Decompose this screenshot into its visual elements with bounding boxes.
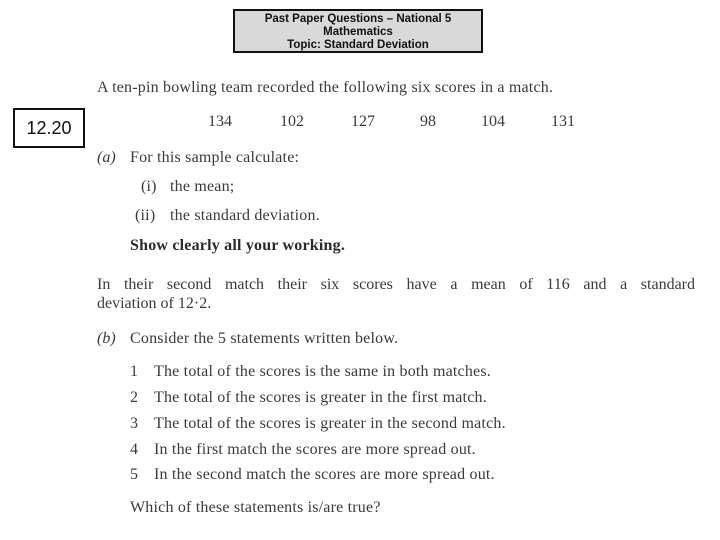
statement-3-number: 3 xyxy=(130,415,139,432)
score-3: 127 xyxy=(351,113,375,130)
part-a-ii-label: (ii) xyxy=(135,207,156,224)
statement-5-text: In the second match the scores are more spread out. xyxy=(154,466,495,483)
question-number: 12.20 xyxy=(13,108,85,148)
working-instruction: Show clearly all your working. xyxy=(130,237,346,254)
part-b-label: (b) xyxy=(97,330,116,347)
part-a-label: (a) xyxy=(97,149,116,166)
statement-1-text: The total of the scores is the same in both matches. xyxy=(154,363,491,380)
header-title: Past Paper Questions – National 5 xyxy=(264,13,452,25)
score-2: 102 xyxy=(280,113,304,130)
score-1: 134 xyxy=(208,113,232,130)
part-a-ii-text: the standard deviation. xyxy=(170,207,320,224)
second-match-line1: In their second match their six scores have a mean of 116 and a standard xyxy=(97,276,695,293)
part-a-i-text: the mean; xyxy=(170,178,235,195)
statement-4-text: In the first match the scores are more spread out. xyxy=(154,441,476,458)
statement-4-number: 4 xyxy=(130,441,139,458)
score-4: 98 xyxy=(420,113,436,130)
header-subject: Mathematics xyxy=(323,26,393,38)
statement-2-number: 2 xyxy=(130,389,139,406)
header-topic: Topic: Standard Deviation xyxy=(287,39,429,51)
part-b-prompt: Consider the 5 statements written below. xyxy=(130,330,399,347)
part-a-prompt: For this sample calculate: xyxy=(130,149,300,166)
second-match-line2: deviation of 12·2. xyxy=(97,295,212,312)
statement-1-number: 1 xyxy=(130,363,139,380)
part-a-i-label: (i) xyxy=(141,178,157,195)
statement-5-number: 5 xyxy=(130,466,139,483)
intro-text: A ten-pin bowling team recorded the following six scores in a match. xyxy=(97,79,554,96)
part-b-question: Which of these statements is/are true? xyxy=(130,499,381,516)
statement-3-text: The total of the scores is greater in the second match. xyxy=(154,415,506,432)
score-6: 131 xyxy=(551,113,575,130)
statement-2-text: The total of the scores is greater in the first match. xyxy=(154,389,487,406)
score-5: 104 xyxy=(481,113,505,130)
second-match-paragraph xyxy=(97,275,695,313)
header-box xyxy=(233,9,483,53)
